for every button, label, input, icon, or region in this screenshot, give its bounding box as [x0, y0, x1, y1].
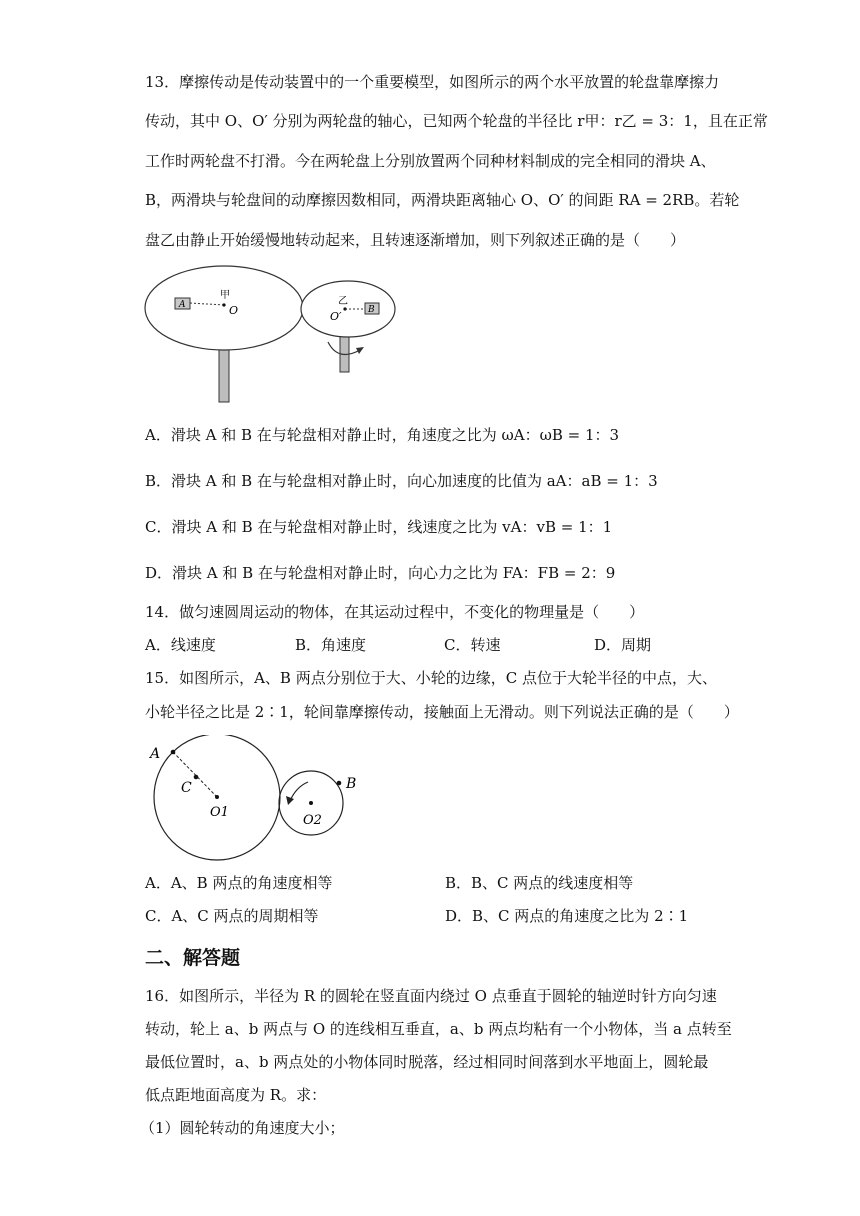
point-c [194, 775, 199, 780]
q15-option-a: A．A、B 两点的角速度相等 [145, 874, 333, 892]
q14-option-b: B．角速度 [295, 636, 367, 654]
q16-sub-1: （1）圆轮转动的角速度大小； [140, 1119, 345, 1137]
q13-line-3: 工作时两轮盘不打滑。今在两轮盘上分别放置两个同种材料制成的完全相同的滑块 A、 [145, 152, 716, 170]
wheel-jia-shaft [219, 347, 229, 402]
q13-line-1: 13．摩擦传动是传动装置中的一个重要模型，如图所示的两个水平放置的轮盘靠摩擦力 [145, 73, 720, 91]
label-a: A [150, 746, 161, 762]
q14-stem: 14．做匀速圆周运动的物体，在其运动过程中，不变化的物理量是（ ） [145, 603, 645, 621]
q15-wheels-figure [140, 735, 370, 865]
q13-option-a: A．滑块 A 和 B 在与轮盘相对静止时，角速度之比为 ωA：ωB = 1：3 [145, 426, 620, 444]
axis-o-prime-label: O′ [330, 310, 342, 323]
point-b [337, 781, 342, 786]
rotation-arrow-head [356, 347, 364, 354]
q16-line-2: 转动，轮上 a、b 两点与 O 的连线相互垂直，a、b 两点均粘有一个小物体，当 a 点转至 [145, 1020, 732, 1038]
rotation-arrow-head [286, 796, 294, 805]
q15-line-1: 15．如图所示，A、B 两点分别位于大、小轮的边缘，C 点位于大轮半径的中点，大、 [145, 669, 717, 687]
q15-option-c: C．A、C 两点的周期相等 [145, 907, 319, 925]
wheel-yi-label: 乙 [338, 296, 348, 307]
center-o2 [309, 801, 313, 805]
block-a-label: A [179, 300, 186, 310]
label-b: B [346, 776, 357, 792]
center-o1 [215, 795, 219, 799]
q14-option-a: A．线速度 [145, 636, 216, 654]
section-heading: 二、解答题 [145, 947, 241, 969]
q14-option-d: D．周期 [594, 636, 652, 654]
rotation-arrow [290, 782, 308, 801]
q13-line-5: 盘乙由静止开始缓慢地转动起来，且转速逐渐增加，则下列叙述正确的是（ ） [145, 231, 686, 249]
q14-option-c: C．转速 [444, 636, 501, 654]
label-c: C [181, 780, 192, 796]
q13-option-b: B．滑块 A 和 B 在与轮盘相对静止时，向心加速度的比值为 aA：aB = 1：3 [145, 472, 658, 490]
block-b-label: B [368, 305, 375, 315]
radius-o1-a [173, 752, 217, 797]
label-o2: O2 [303, 813, 322, 828]
q13-line-2: 传动，其中 O、O′ 分别为两轮盘的轴心，已知两个轮盘的半径比 r甲：r乙 = 3：1，且在正常 [145, 112, 768, 130]
q13-line-4: B，两滑块与轮盘间的动摩擦因数相同，两滑块距离轴心 O、O′ 的间距 RA = 2RB。若轮 [145, 191, 740, 209]
wheel-jia-disc [145, 266, 303, 350]
q15-line-2: 小轮半径之比是 2∶1，轮间靠摩擦传动，接触面上无滑动。则下列说法正确的是（ ） [145, 703, 739, 721]
q13-friction-wheels-figure [140, 262, 420, 412]
axis-o-label: O [229, 304, 239, 317]
q13-option-c: C．滑块 A 和 B 在与轮盘相对静止时，线速度之比为 vA：vB = 1：1 [145, 518, 613, 536]
q15-option-d: D．B、C 两点的角速度之比为 2∶1 [445, 907, 689, 925]
wheel-jia-label: 甲 [220, 290, 230, 301]
q16-line-4: 低点距地面高度为 R。求： [145, 1086, 327, 1104]
q15-option-b: B．B、C 两点的线速度相等 [445, 874, 634, 892]
label-o1: O1 [210, 805, 229, 820]
axis-o [222, 303, 225, 306]
wheel-yi-disc [301, 281, 395, 337]
q13-option-d: D．滑块 A 和 B 在与轮盘相对静止时，向心力之比为 FA：FB = 2：9 [145, 564, 616, 582]
q16-line-1: 16．如图所示，半径为 R 的圆轮在竖直面内绕过 O 点垂直于圆轮的轴逆时针方向匀速 [145, 987, 717, 1005]
q16-line-3: 最低位置时，a、b 两点处的小物体同时脱落，经过相同时间落到水平地面上，圆轮最 [145, 1053, 709, 1071]
point-a [171, 750, 176, 755]
